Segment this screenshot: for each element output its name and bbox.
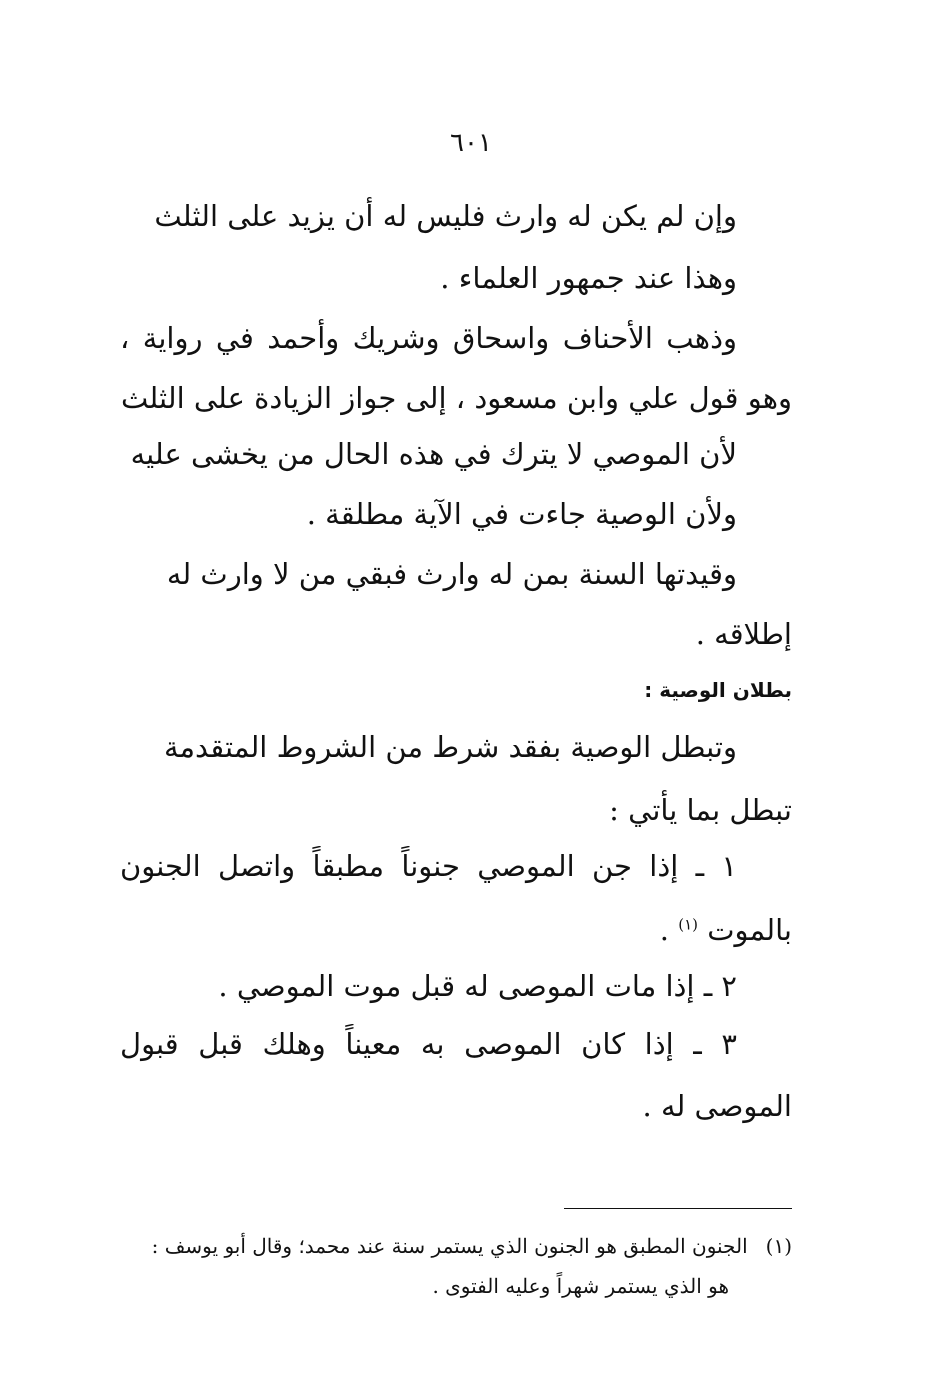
list-item-3-line-1: ٣ ـ إذا كان الموصى به معيناً وهلك قبل قبول <box>120 1027 737 1061</box>
footnote-label: (١) <box>765 1234 792 1258</box>
page-number: ٦٠١ <box>450 128 492 158</box>
footnote-line-1 <box>112 1232 792 1260</box>
body-line-3: وذهب الأحناف واسحاق وشريك وأحمد في رواية ، <box>120 321 737 355</box>
section-line-2: تبطل بما يأتي : <box>609 793 792 827</box>
list-item-1-line-1: ١ ـ إذا جن الموصي جنوناً مطبقاً واتصل الجنون <box>120 849 737 883</box>
footnote-line-2: هو الذي يستمر شهراً وعليه الفتوى . <box>432 1274 729 1298</box>
list-item-3-line-2: الموصى له . <box>642 1089 792 1123</box>
body-line-7: وقيدتها السنة بمن له وارث فبقي من لا وارث له <box>166 557 737 591</box>
footnote-text-1: الجنون المطبق هو الجنون الذي يستمر سنة عند محمد؛ وقال أبو يوسف : <box>151 1234 748 1258</box>
footnote-divider <box>564 1208 792 1209</box>
list-item-1-line-2 <box>120 910 792 950</box>
body-line-6: ولأن الوصية جاءت في الآية مطلقة . <box>306 497 737 531</box>
section-line-1: وتبطل الوصية بفقد شرط من الشروط المتقدمة <box>163 730 737 764</box>
body-line-2: وهذا عند جمهور العلماء . <box>440 261 737 295</box>
body-line-5: لأن الموصي لا يترك في هذه الحال من يخشى عليه <box>130 437 737 471</box>
body-line-1: وإن لم يكن له وارث فليس له أن يزيد على الثلث <box>154 199 737 233</box>
footnote-reference: (١) <box>678 915 698 934</box>
body-line-4: وهو قول علي وابن مسعود ، إلى جواز الزيادة على الثلث <box>120 381 792 415</box>
section-heading: بطلان الوصية : <box>644 678 792 702</box>
list-item-2: ٢ ـ إذا مات الموصى له قبل موت الموصي . <box>218 969 737 1003</box>
body-line-8: إطلاقه . <box>695 617 792 651</box>
list-item-1-text: بالموت <box>707 913 792 947</box>
list-item-1-end: . <box>659 913 679 947</box>
